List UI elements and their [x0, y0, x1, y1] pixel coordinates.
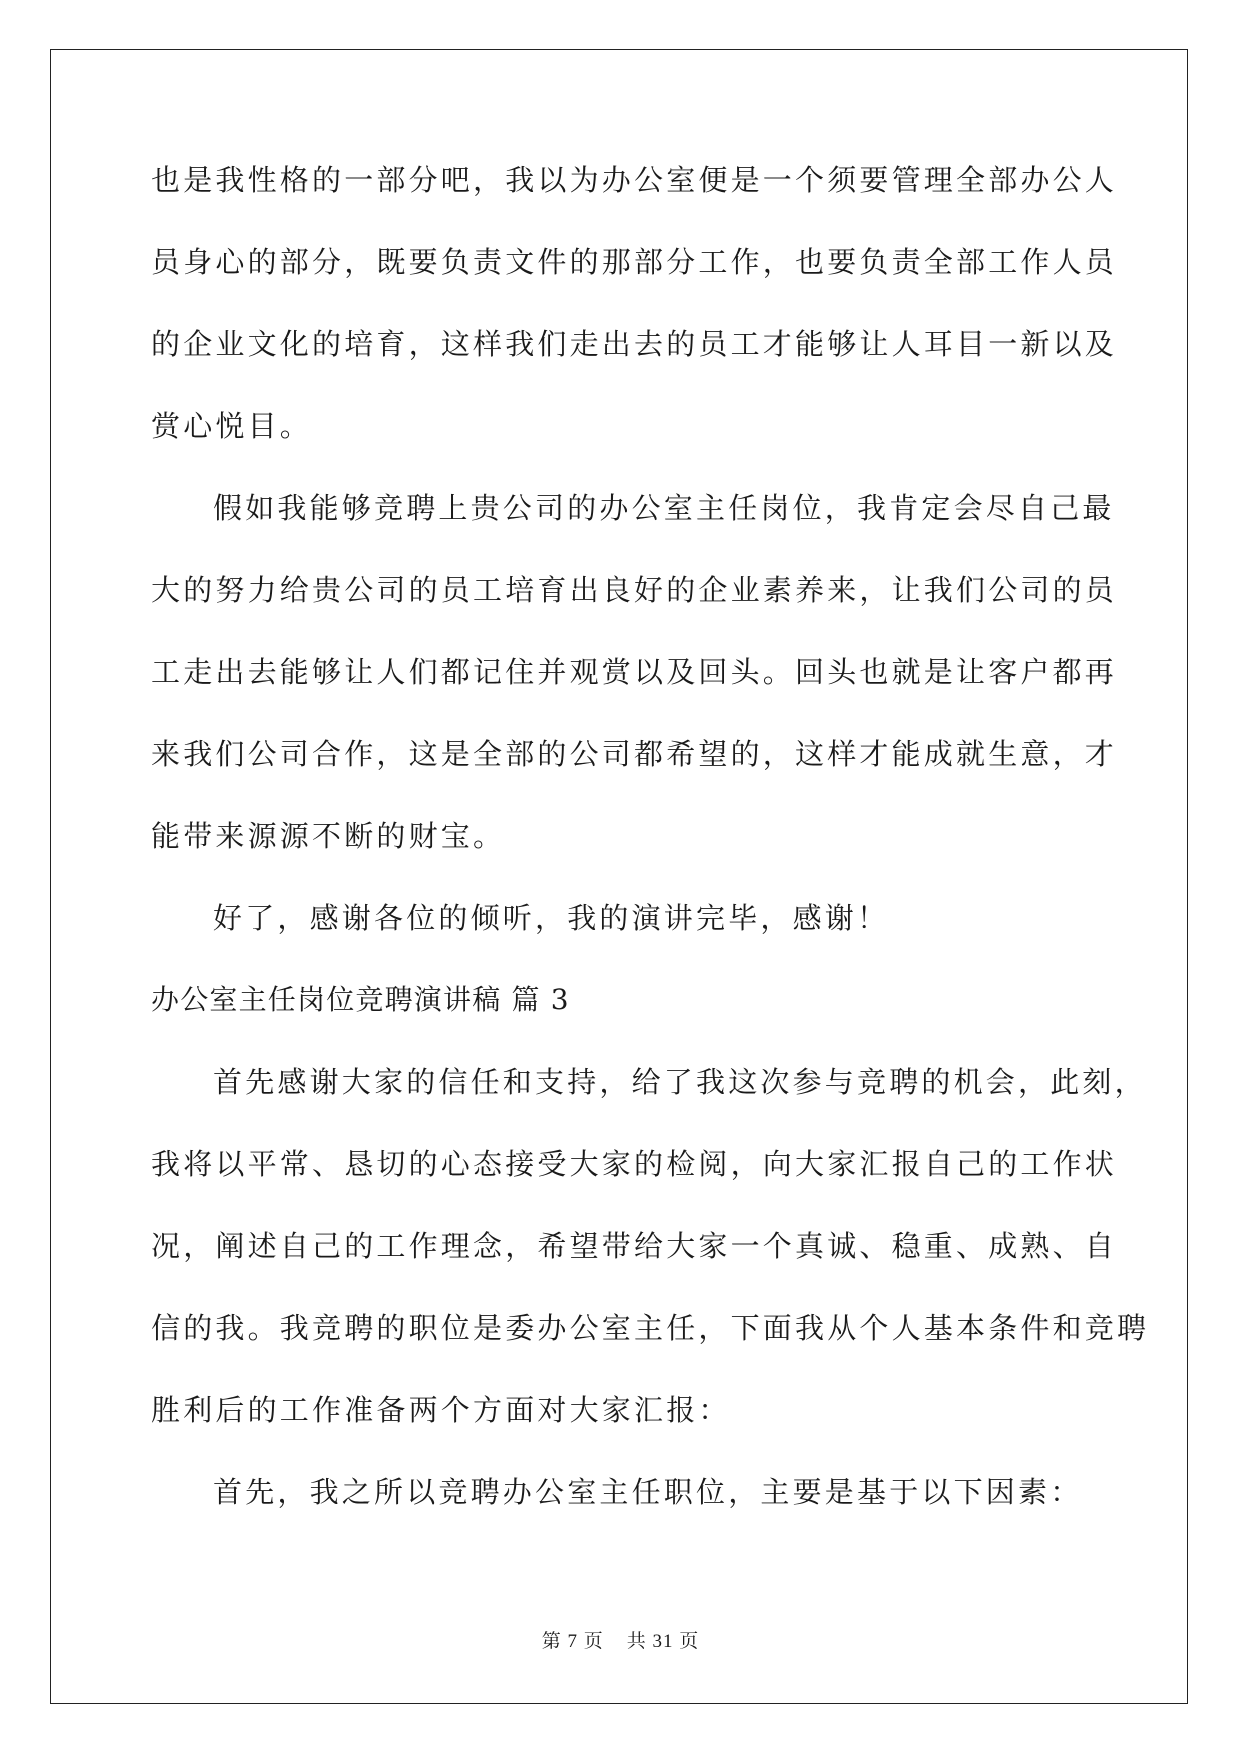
section-heading: 办公室主任岗位竞聘演讲稿 篇 3 — [151, 983, 570, 1016]
paragraph-line: 工走出去能够让人们都记住并观赏以及回头。回头也就是让客户都再 — [151, 655, 1118, 689]
paragraph-line: 我将以平常、恳切的心态接受大家的检阅，向大家汇报自己的工作状 — [151, 1147, 1118, 1181]
paragraph-line: 的企业文化的培育，这样我们走出去的员工才能够让人耳目一新以及 — [151, 327, 1118, 361]
document-body — [151, 160, 1150, 1554]
paragraph-line: 好了，感谢各位的倾听，我的演讲完毕，感谢！ — [213, 901, 890, 935]
paragraph-line: 信的我。我竞聘的职位是委办公室主任，下面我从个人基本条件和竞聘 — [151, 1311, 1150, 1345]
paragraph-line: 首先感谢大家的信任和支持，给了我这次参与竞聘的机会，此刻， — [213, 1065, 1147, 1099]
paragraph-line: 假如我能够竞聘上贵公司的办公室主任岗位，我肯定会尽自己最 — [213, 491, 1115, 525]
paragraph-line: 也是我性格的一部分吧，我以为办公室便是一个须要管理全部办公人 — [151, 163, 1118, 197]
paragraph-line: 况，阐述自己的工作理念，希望带给大家一个真诚、稳重、成熟、自 — [151, 1229, 1118, 1263]
page-number: 第 7 页 共 31 页 — [541, 1631, 700, 1652]
paragraph-line: 胜利后的工作准备两个方面对大家汇报： — [151, 1393, 731, 1427]
paragraph-line: 能带来源源不断的财宝。 — [151, 819, 506, 853]
paragraph-line: 首先，我之所以竞聘办公室主任职位，主要是基于以下因素： — [213, 1475, 1083, 1509]
paragraph-line: 大的努力给贵公司的员工培育出良好的企业素养来，让我们公司的员 — [151, 573, 1118, 607]
paragraph-line: 员身心的部分，既要负责文件的那部分工作，也要负责全部工作人员 — [151, 245, 1118, 279]
paragraph-line: 来我们公司合作，这是全部的公司都希望的，这样才能成就生意，才 — [151, 737, 1118, 771]
paragraph-line: 赏心悦目。 — [151, 409, 313, 443]
